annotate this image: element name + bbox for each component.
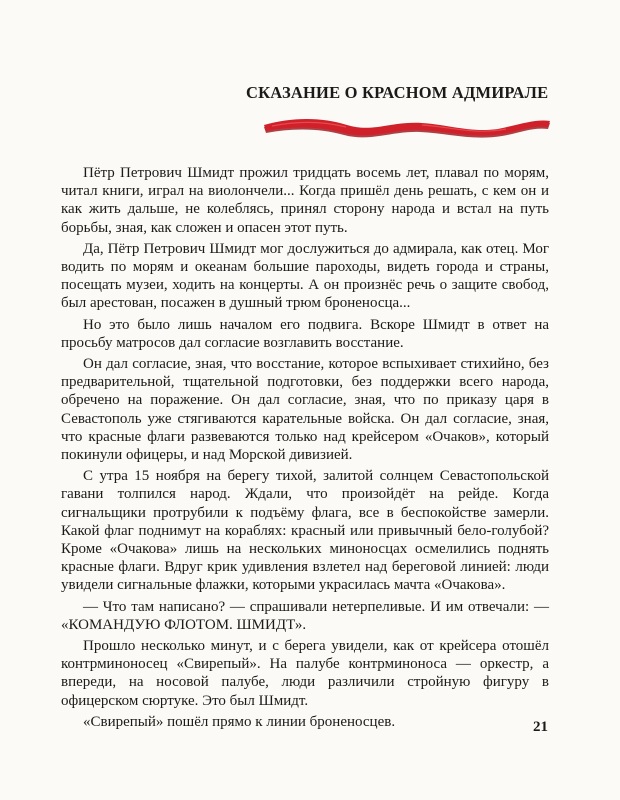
- paragraph-7: Прошло несколько минут, и с берега увидели, как от крейсера отошёл контрминоносец «Свирепый». На палубе контрминоноса — оркестр, а впереди, на носовой палубе, люди различили стройную фигуру в офицерском сюртуке. Это был Шмидт.: [61, 638, 549, 709]
- paragraph-1: Пётр Петрович Шмидт прожил тридцать восемь лет, плавал по морям, читал книги, играл на виолончели... Когда пришёл день решать, с кем он и как жить дальше, не колеблясь, принял сторону народа и встал на путь борьбы, зная, как сложен и опасен этот путь.: [61, 165, 549, 236]
- paragraph-4: Он дал согласие, зная, что восстание, которое вспыхивает стихийно, без предварительной, тщательной подготовки, без поддержки всего народа, обречено на поражение. Он дал согласие, зная, что по приказу царя в Севастополь уже стягиваются карательные войска. Он дал согласие, зная, что красные флаги развеваются только над крейсером «Очаков», который покинули офицеры, и над Морской дивизией.: [61, 356, 549, 464]
- paragraph-3: Но это было лишь началом его подвига. Вскоре Шмидт в ответ на просьбу матросов дал согласие возглавить восстание.: [61, 316, 549, 351]
- article-body: [61, 164, 549, 734]
- page-title: СКАЗАНИЕ О КРАСНОМ АДМИРАЛЕ: [246, 83, 549, 102]
- paragraph-8: «Свирепый» пошёл прямо к линии броненосцев.: [83, 713, 396, 730]
- paragraph-5: С утра 15 ноября на берегу тихой, залитой солнцем Севастопольской гавани толпился народ. Ждали, что произойдёт на рейде. Когда сигнальщики протрубили к подъёму флага, все в беспокойстве замерли. Какой флаг поднимут на кораблях: красный или привычный бело-голубой? Кроме «Очакова» лишь на нескольких миноносцах осмелились поднять красные флаги. Вдруг крик удивления взлетел над береговой линией: люди увидели сигнальные флажки, которыми украсилась мачта «Очакова».: [61, 468, 549, 594]
- page-number: 21: [533, 719, 548, 735]
- paragraph-6: — Что там написано? — спрашивали нетерпеливые. И им отвечали: — «КОМАНДУЮ ФЛОТОМ. ШМИДТ».: [61, 598, 549, 633]
- red-ribbon-ornament-icon: [262, 113, 552, 141]
- paragraph-2: Да, Пётр Петрович Шмидт мог дослужиться до адмирала, как отец. Мог водить по морям и океанам большие пароходы, видеть города и страны, посещать музеи, ходить на концерты. А он произнёс речь о защите свобод, был арестован, посажен в душный трюм броненосца...: [61, 240, 549, 312]
